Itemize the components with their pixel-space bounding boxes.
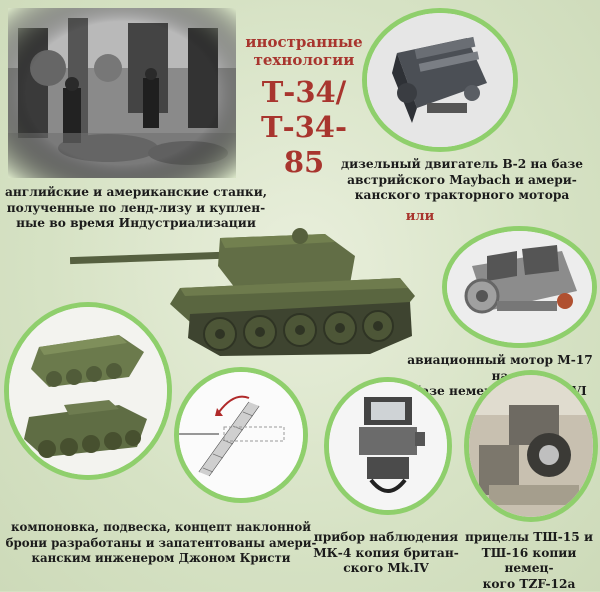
caption-or: или	[405, 209, 435, 224]
title-line-3: Т-34/	[261, 75, 347, 109]
sloped-armor-circle	[174, 367, 308, 503]
title-line-1: иностранные	[245, 33, 363, 51]
title-line-4: Т-34-85	[260, 110, 347, 179]
diesel-engine-circle	[362, 8, 518, 152]
christie-tanks-image	[9, 307, 167, 475]
caption-diesel: дизельный двигатель В-2 на базе австрийского Maybach и амери- канского тракторного мотора	[340, 157, 584, 202]
diesel-engine-image	[367, 13, 513, 147]
title-line-2: технологии	[253, 51, 355, 69]
aviation-engine-circle	[442, 226, 597, 348]
mk4-periscope-image	[329, 382, 447, 510]
caption-aviation: авиационный мотор М-17	[407, 353, 593, 367]
factory-photo	[8, 8, 236, 178]
caption-mk4: прибор наблюдения МК-4 копия британ- ского Mk.IV	[313, 530, 459, 575]
caption-christie: компоновка, подвеска, концепт наклонной брони разработаны и запатентованы амери- канским инженером Джоном Кристи	[5, 520, 317, 565]
sights-image	[469, 375, 593, 517]
sloped-armor-diagram	[179, 372, 303, 498]
sights-circle	[464, 370, 598, 522]
mk4-periscope-circle	[324, 377, 452, 515]
caption-sights: прицелы ТШ-15 и ТШ-16 копии немец- кого TZF-12а	[464, 530, 594, 591]
christie-tanks-circle	[4, 302, 172, 480]
aviation-engine-image	[447, 231, 592, 343]
caption-machines: английские и американские станки, полученные по ленд-лизу и куплен- ные во время Индустриализации	[4, 185, 268, 230]
